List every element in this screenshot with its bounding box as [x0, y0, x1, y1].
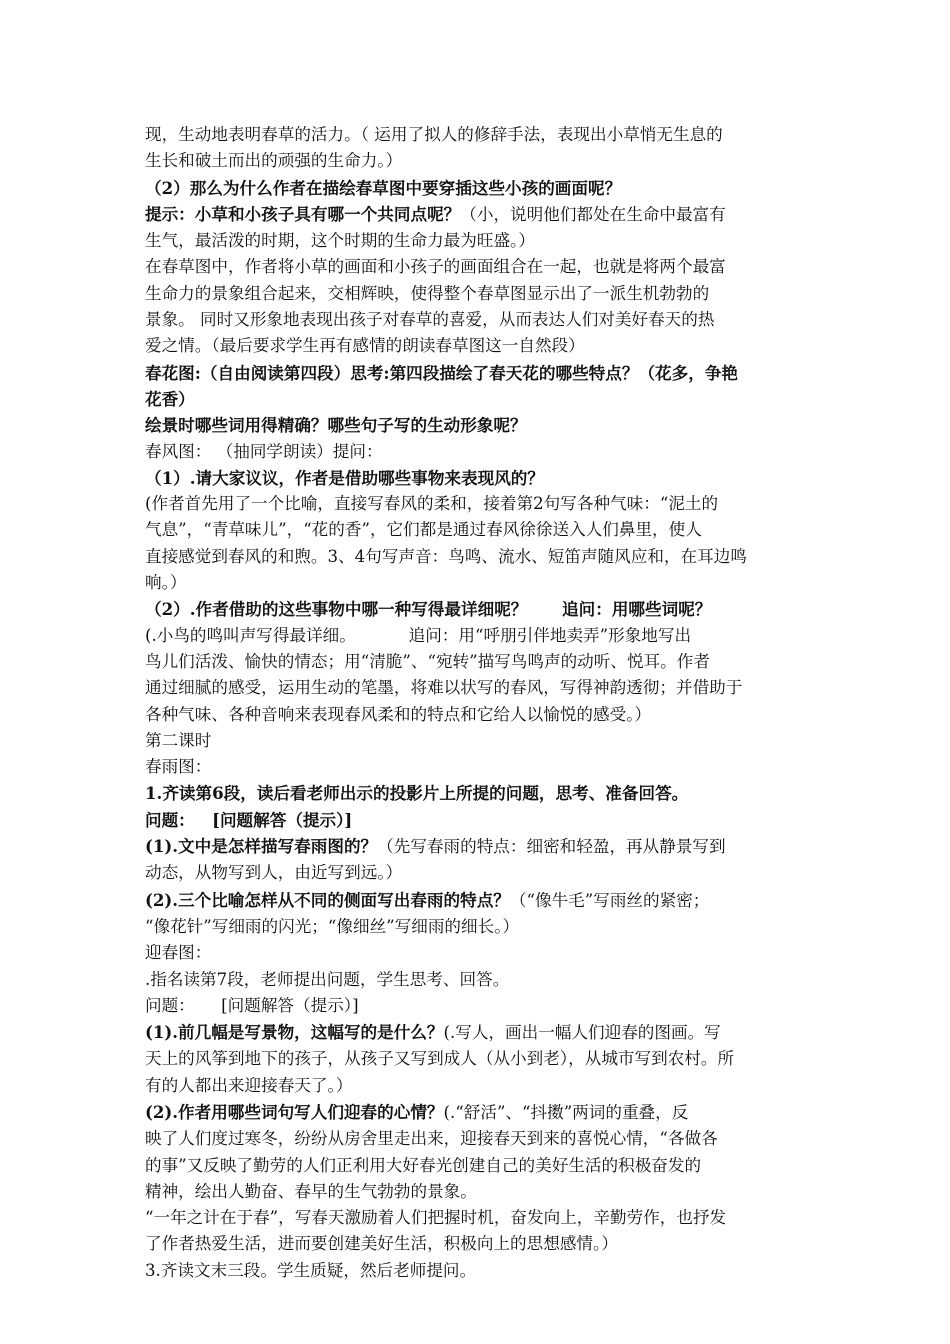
question-text: (2).三个比喻怎样从不同的侧面写出春雨的特点？	[145, 889, 510, 910]
question-label: 问题： [问题解答（提示）]	[145, 809, 353, 830]
text-line	[145, 887, 813, 914]
text-line: 精神，绘出人勤奋、春早的生气勃勃的景象。	[145, 1181, 477, 1201]
text-line: 各种气味、各种音响来表现春风柔和的特点和它给人以愉悦的感受。）	[145, 704, 652, 724]
text-line: 气息”，“青草味儿”，“花的香”，它们都是通过春风徐徐送入人们鼻里，使人	[145, 520, 702, 540]
text-line: 了作者热爱生活，进而要创建美好生活，积极向上的思想感情。）	[145, 1234, 618, 1254]
text-line: 通过细腻的感受，运用生动的笔墨，将难以状写的春风，写得神韵透彻；并借助于	[145, 678, 743, 698]
hint-answer: （小，说明他们都处在生命中最富有	[460, 204, 726, 224]
text-line: 动态，从物写到人，由近写到远。）	[145, 863, 403, 883]
hint-label: 提示：小草和小孩子具有哪一个共同点呢？	[145, 203, 461, 224]
question-text: (1).前几幅是写景物，这幅写的是什么？	[145, 1022, 444, 1043]
text-line	[145, 1099, 813, 1126]
answer-text: （先写春雨的特点：细密和轻盈，再从静景写到	[377, 837, 726, 857]
question-text: (2).作者用哪些词句写人们迎春的心情？	[145, 1101, 444, 1122]
text-line: 直接感觉到春风的和煦。3、4句写声音：鸟鸣、流水、短笛声随风应和，在耳边鸣	[145, 546, 747, 566]
section-heading-spring-wind: 春风图： （抽同学朗读）提问：	[145, 441, 383, 461]
text-line: 响。）	[145, 573, 187, 593]
text-line: “一年之计在于春”，写春天激励着人们把握时机，奋发向上，辛勤劳作，也抒发	[145, 1208, 727, 1228]
answer-text: （“像牛毛”写雨丝的紧密；	[509, 890, 710, 910]
text-line: 在春草图中，作者将小草的画面和小孩子的画面组合在一起，也就是将两个最富	[145, 257, 726, 277]
text-line: (.小鸟的鸣叫声写得最详细。 追问：用“呼朋引伴地卖弄”形象地写出	[145, 625, 692, 645]
text-line: 鸟儿们活泼、愉快的情态；用“清脆”、“宛转”描写鸟鸣声的动听、悦耳。作者	[145, 651, 710, 671]
text-line: 生长和破土而出的顽强的生命力。）	[145, 151, 403, 171]
question-heading: （2）那么为什么作者在描绘春草图中要穿插这些小孩的画面呢？	[145, 177, 622, 198]
document-page	[145, 122, 813, 1284]
text-line: 天上的风筝到地下的孩子，从孩子又写到成人（从小到老），从城市写到农村。所	[145, 1049, 735, 1069]
answer-text: (.写人，画出一幅人们迎春的图画。写	[443, 1023, 721, 1043]
lesson-heading: 第二课时	[145, 730, 212, 750]
text-line: (作者首先用了一个比喻，直接写春风的柔和，接着第2句写各种气味：“泥土的	[145, 494, 719, 514]
instruction-line: 1.齐读第6段，读后看老师出示的投影片上所提的问题，思考、准备回答。	[145, 783, 689, 804]
section-heading-welcome-spring: 迎春图：	[145, 943, 212, 963]
question-heading: 绘景时哪些词用得精确？哪些句子写的生动形象呢？	[145, 415, 527, 436]
question-text: (1).文中是怎样描写春雨图的？	[145, 836, 378, 857]
text-line: 爱之情。（最后要求学生再有感情的朗读春草图这一自然段）	[145, 336, 585, 356]
text-line	[145, 1019, 813, 1046]
instruction-line: 3.齐读文末三段。学生质疑，然后老师提问。	[145, 1260, 477, 1280]
question-heading: （1）.请大家议议，作者是借助哪些事物来表现风的？	[145, 467, 544, 488]
text-line: 映了人们度过寒冬，纷纷从房舍里走出来，迎接春天到来的喜悦心情，“各做各	[145, 1129, 718, 1149]
text-line: 现，生动地表明春草的活力。（ 运用了拟人的修辞手法，表现出小草悄无生息的	[145, 125, 723, 144]
text-line	[145, 201, 813, 228]
section-heading-spring-rain: 春雨图：	[145, 757, 212, 777]
text-line: “像花针”写细雨的闪光；“像细丝”写细雨的细长。）	[145, 916, 520, 936]
text-line: 生气，最活泼的时期，这个时期的生命力最为旺盛。）	[145, 231, 535, 251]
text-line: 生命力的景象组合起来，交相辉映，使得整个春草图显示出了一派生机勃勃的	[145, 283, 710, 303]
question-heading: （2）.作者借助的这些事物中哪一种写得最详细呢？ 追问：用哪些词呢？	[145, 599, 712, 620]
question-label: 问题： [问题解答（提示）]	[145, 995, 359, 1015]
text-line: 花香）	[145, 388, 195, 409]
instruction-line: .指名读第7段，老师提出问题，学生思考、回答。	[145, 969, 510, 989]
text-line: 的事”又反映了勤劳的人们正利用大好春光创建自己的美好生活的积极奋发的	[145, 1155, 702, 1175]
section-heading-spring-flowers: 春花图:（自由阅读第四段）思考:第四段描绘了春天花的哪些特点？（花多，争艳	[145, 362, 739, 383]
text-line: 景象。 同时又形象地表现出孩子对春草的喜爱，从而表达人们对美好春天的热	[145, 310, 715, 330]
text-line	[145, 833, 813, 860]
text-line: 有的人都出来迎接春天了。）	[145, 1075, 353, 1095]
answer-text: (.“舒活”、“抖擞”两词的重叠，反	[443, 1102, 689, 1122]
